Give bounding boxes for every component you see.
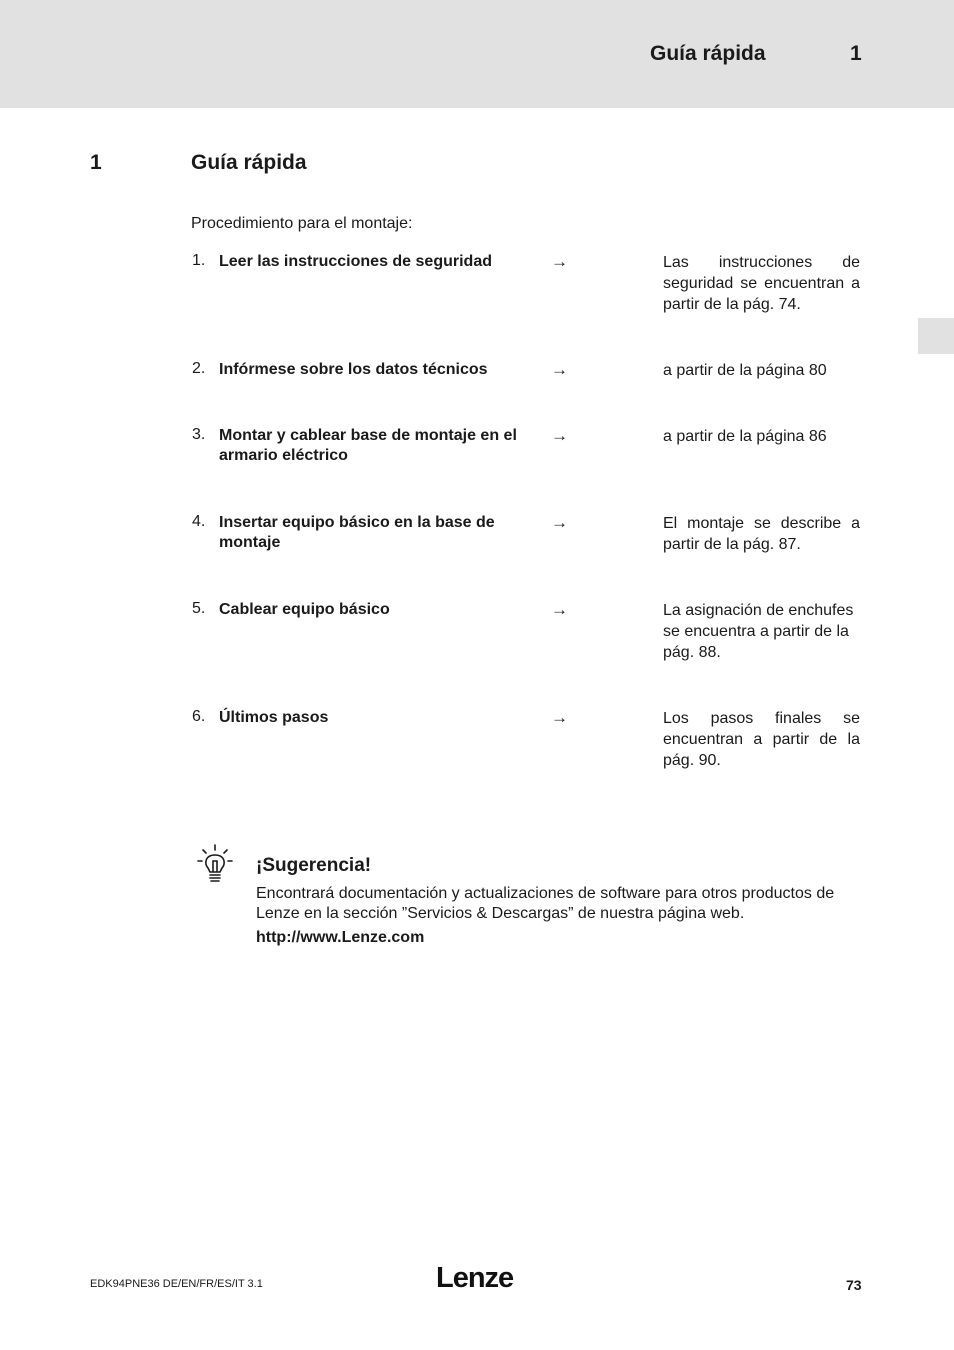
step-reference: a partir de la página 86: [663, 428, 827, 445]
step-reference: El montaje se describe a partir de la pág. 87.: [663, 515, 860, 553]
step-number: 3.: [192, 426, 206, 443]
header-band: [0, 0, 954, 108]
section-title: Guía rápida: [191, 151, 307, 174]
step-label: Insertar equipo básico en la base de montaje: [219, 514, 495, 551]
arrow-right-icon: →: [551, 513, 568, 532]
tip-title: ¡Sugerencia!: [256, 855, 372, 876]
arrow-right-icon: →: [551, 252, 568, 271]
arrow-right-icon: →: [551, 426, 568, 445]
arrow-right-icon: →: [551, 360, 568, 379]
step-number: 5.: [192, 600, 206, 617]
step-reference: Las instrucciones de seguridad se encuentran a partir de la pág. 74.: [663, 254, 860, 313]
section-number: 1: [90, 151, 102, 174]
step-number: 6.: [192, 708, 206, 725]
arrow-right-icon: →: [551, 600, 568, 619]
step-reference: La asignación de enchufes se encuentra a partir de la pág. 88.: [663, 602, 854, 661]
page-number: 73: [846, 1277, 862, 1293]
step-label: Montar y cablear base de montaje en el armario eléctrico: [219, 427, 517, 464]
tip-text: Encontrará documentación y actualizaciones de software para otros productos de Lenze en la sección ”Servicios & Descargas” de nuestra página web.: [256, 885, 835, 922]
header-title: Guía rápida: [650, 42, 766, 65]
step-reference: Los pasos finales se encuentran a partir de la pág. 90.: [663, 710, 860, 769]
website-link[interactable]: http://www.Lenze.com: [256, 929, 425, 946]
step-label: Infórmese sobre los datos técnicos: [219, 361, 488, 378]
footer-document-id: EDK94PNE36 DE/EN/FR/ES/IT 3.1: [90, 1278, 263, 1290]
step-label: Últimos pasos: [219, 709, 329, 726]
step-number: 4.: [192, 513, 206, 530]
lenze-logo: Lenze: [436, 1262, 514, 1294]
step-label: Leer las instrucciones de seguridad: [219, 253, 492, 270]
step-reference: a partir de la página 80: [663, 362, 827, 379]
arrow-right-icon: →: [551, 708, 568, 727]
step-number: 1.: [192, 252, 206, 269]
step-number: 2.: [192, 360, 206, 377]
intro-text: Procedimiento para el montaje:: [191, 215, 413, 232]
lightbulb-icon: [195, 843, 235, 887]
chapter-tab-marker: [918, 318, 954, 354]
step-label: Cablear equipo básico: [219, 601, 390, 618]
header-chapter-number: 1: [850, 42, 862, 65]
